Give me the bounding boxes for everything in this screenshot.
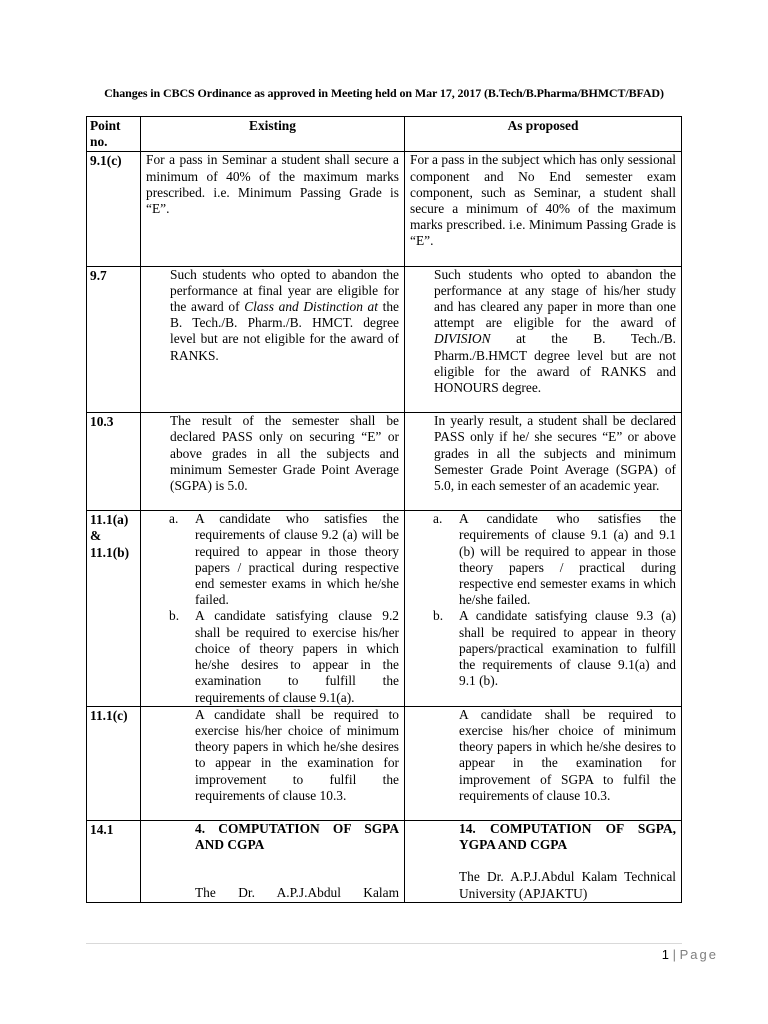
- existing-cell: [141, 266, 405, 413]
- proposed-cell: [405, 820, 682, 902]
- header-proposed: As proposed: [405, 117, 682, 152]
- list-marker: b.: [433, 608, 444, 624]
- existing-cell: [141, 152, 405, 266]
- list-marker: b.: [169, 608, 180, 624]
- point-cell: 11.1(a) & 11.1(b): [87, 511, 141, 706]
- footer-divider: [86, 943, 682, 944]
- existing-text: A candidate shall be required to exercise his/her choice of minimum theory papers in which he/she desires to appear in the examination for improvement to fulfil the requirements of clause 10.3.: [195, 706, 399, 803]
- point-cell: 14.1: [87, 820, 141, 902]
- list-item: [410, 608, 676, 689]
- point-cell: 10.3: [87, 413, 141, 511]
- header-point-no: Point no.: [87, 117, 141, 152]
- section-heading: 14. COMPUTATION OF SGPA, YGPA AND CGPA: [459, 820, 676, 853]
- list-marker: a.: [433, 511, 443, 527]
- point-cell: 11.1(c): [87, 706, 141, 820]
- page-title: Changes in CBCS Ordinance as approved in Meeting held on Mar 17, 2017 (B.Tech/B.Pharma/BHMCT/BFAD): [104, 86, 664, 100]
- proposed-text: For a pass in the subject which has only sessional component and No End semester exam component, such as Seminar, a student shall secure a minimum of 40% of the maximum marks prescribed. i.e. Minimum Passing Grade is “E”.: [410, 152, 676, 249]
- table-row: [87, 266, 682, 413]
- page-number: 1: [661, 947, 669, 962]
- page-footer: [662, 947, 718, 962]
- proposed-cell: [405, 413, 682, 511]
- table-row: [87, 820, 682, 902]
- existing-text: For a pass in Seminar a student shall secure a minimum of 40% of the maximum marks prescribed. i.e. Minimum Passing Grade is “E”.: [146, 152, 399, 217]
- proposed-text: Such students who opted to abandon the performance at any stage of his/her study and has cleared any paper in more than one attempt are eligible for the award of DIVISION at the B. Tech./B. Pharm./B.HMCT degree level but are not eligible for the award of RANKS and HONOURS degree.: [434, 266, 676, 396]
- list-text: A candidate satisfying clause 9.2 shall be required to exercise his/her choice of theory papers in which he/she desires to appear in the examination to fulfill the requirements of clause 9.1(a).: [195, 608, 399, 705]
- table-row: [87, 152, 682, 266]
- table-header-row: [87, 117, 682, 152]
- existing-cell: [141, 706, 405, 820]
- point-cell: 9.1(c): [87, 152, 141, 266]
- list-text: A candidate satisfying clause 9.3 (a) shall be required to appear in theory papers/practical examination to fulfill the requirements of clause 9.1(a) and 9.1 (b).: [459, 608, 676, 689]
- section-heading: 4. COMPUTATION OF SGPA AND CGPA: [195, 820, 399, 853]
- list-item: [410, 511, 676, 608]
- point-cell: 9.7: [87, 266, 141, 413]
- ordinance-changes-table: [86, 116, 682, 903]
- existing-text: The result of the semester shall be declared PASS only on securing “E” or above grades in all the subjects and minimum Semester Grade Point Average (SGPA) is 5.0.: [170, 413, 399, 494]
- list-marker: a.: [169, 511, 179, 527]
- existing-text: The Dr. A.P.J.Abdul Kalam: [195, 885, 399, 901]
- page-label: Page: [679, 947, 718, 962]
- existing-cell: [141, 511, 405, 706]
- page-separator: |: [672, 947, 676, 962]
- proposed-text: In yearly result, a student shall be declared PASS only if he/ she secures “E” or above grades in all the subjects and minimum Semester Grade Point Average (SGPA) of 5.0, in each semester of an academic year.: [434, 413, 676, 494]
- existing-cell: [141, 413, 405, 511]
- table-row: [87, 413, 682, 511]
- proposed-text: The Dr. A.P.J.Abdul Kalam Technical University (APJAKTU): [459, 869, 676, 901]
- proposed-text: A candidate shall be required to exercise his/her choice of minimum theory papers in which he/she desires to appear in the examination for improvement of SGPA to fulfil the requirements of clause 10.3.: [459, 706, 676, 803]
- header-existing: Existing: [141, 117, 405, 152]
- proposed-cell: [405, 706, 682, 820]
- existing-text: Such students who opted to abandon the performance at final year are eligible for the award of Class and Distinction at the B. Tech./B. Pharm./B. HMCT. degree level but are not eligible for the award of RANKS.: [170, 266, 399, 363]
- table-row: [87, 706, 682, 820]
- existing-cell: [141, 820, 405, 902]
- list-item: [146, 511, 399, 608]
- proposed-cell: [405, 152, 682, 266]
- list-text: A candidate who satisfies the requirements of clause 9.2 (a) will be required to appear in those theory papers / practical during respective end semester exams in which he/she failed.: [195, 511, 399, 608]
- list-item: [146, 608, 399, 705]
- proposed-cell: [405, 511, 682, 706]
- table-row: [87, 511, 682, 706]
- proposed-cell: [405, 266, 682, 413]
- list-text: A candidate who satisfies the requirements of clause 9.1 (a) and 9.1 (b) will be required to appear in those theory papers / practical during respective end semester exams in which he/she failed.: [459, 511, 676, 608]
